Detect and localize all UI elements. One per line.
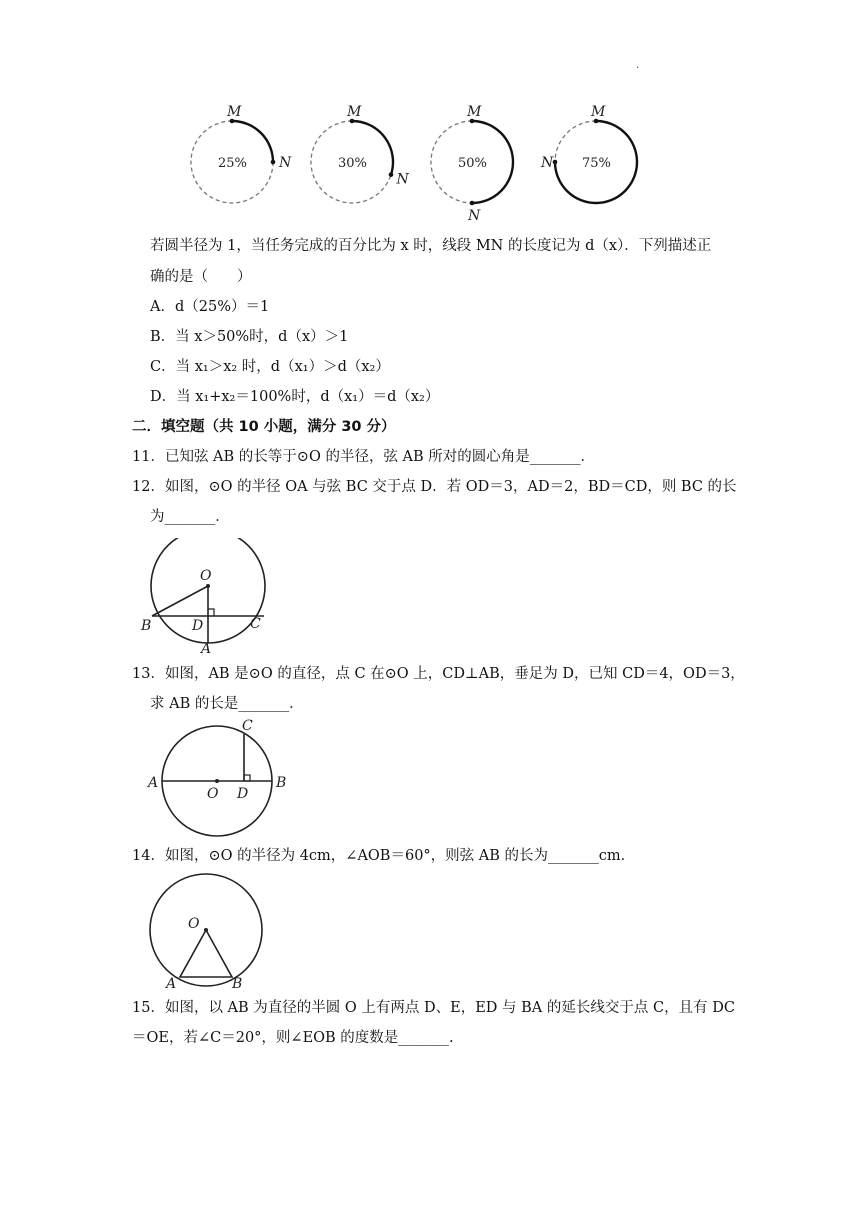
q14-label-o: O [188, 916, 200, 932]
q12-label-o: O [200, 568, 212, 584]
q15-line2: ＝OE，若∠C＝20°，则∠EOB 的度数是_______. [132, 1030, 454, 1046]
q13-label-c: C [242, 718, 253, 734]
point-n [470, 201, 475, 206]
q15-line1: 15．如图，以 AB 为直径的半圆 O 上有两点 D、E，ED 与 BA 的延长线交于点 C，且有 DC [132, 1000, 735, 1016]
section-title: 二．填空题（共 10 小题，满分 30 分） [132, 419, 396, 435]
q12-figure [140, 538, 280, 656]
q10-option-d: D．当 x₁+x₂＝100%时，d（x₁）＝d（x₂） [150, 389, 440, 405]
q13-center-dot [215, 779, 219, 783]
label-n: N [468, 208, 481, 224]
q12-segment-ob [152, 586, 208, 616]
label-m: M [591, 104, 606, 120]
page-mark: . [636, 60, 640, 71]
q13-label-o: O [207, 786, 219, 802]
label-n: N [396, 171, 409, 188]
q13-label-b: B [276, 775, 287, 791]
q14-center-dot [204, 928, 208, 932]
label-m: M [467, 104, 482, 120]
q12-label-c: C [250, 616, 261, 632]
q13-line2: 求 AB 的长是_______． [150, 696, 304, 712]
q13-label-d: D [237, 786, 249, 802]
progress-circle-25 [191, 104, 292, 203]
q10-option-a: A．d（25%）＝1 [150, 299, 270, 315]
percent-label: 30% [338, 156, 367, 171]
q12-label-b: B [141, 618, 152, 634]
q12-line1: 12．如图，⊙O 的半径 OA 与弦 BC 交于点 D．若 OD＝3，AD＝2，BD＝CD，则 BC 的长 [132, 479, 737, 495]
q14-label-b: B [232, 976, 243, 992]
q10-option-b: B．当 x＞50%时，d（x）＞1 [150, 329, 349, 345]
q13-right-angle-mark [244, 775, 250, 781]
q12-label-a: A [201, 641, 212, 656]
q12-label-d: D [192, 618, 204, 634]
q14-label-a: A [166, 976, 177, 992]
percent-label: 50% [458, 156, 487, 171]
progress-circle-75 [540, 104, 637, 203]
q13-line1: 13．如图，AB 是⊙O 的直径，点 C 在⊙O 上，CD⊥AB，垂足为 D，已知 CD＝4，OD＝3， [132, 666, 745, 682]
point-n [389, 172, 394, 177]
label-m: M [227, 104, 242, 120]
q14-figure [140, 872, 280, 992]
q13-label-a: A [148, 775, 159, 791]
point-n [271, 160, 276, 165]
percent-label: 75% [582, 156, 611, 171]
q13-figure [140, 716, 300, 840]
q10-stem-line2: 确的是（ ） [150, 269, 252, 285]
progress-circle-30 [311, 104, 410, 203]
q12-center-dot [206, 584, 210, 588]
q14-triangle-aob [180, 930, 232, 977]
label-n: N [541, 155, 554, 171]
progress-circle-50 [431, 104, 513, 224]
label-m: M [347, 104, 362, 120]
progress-circles-figure [140, 98, 640, 226]
q12-right-angle-mark [208, 609, 214, 616]
q10-option-c: C．当 x₁＞x₂ 时，d（x₁）＞d（x₂） [150, 359, 390, 375]
point-n [553, 160, 558, 165]
q10-stem-line1: 若圆半径为 1，当任务完成的百分比为 x 时，线段 MN 的长度记为 d（x）．下列描述正 [150, 238, 712, 254]
q11-text: 11．已知弦 AB 的长等于⊙O 的半径，弦 AB 所对的圆心角是_______． [132, 449, 596, 465]
label-n: N [279, 155, 292, 171]
q14-line1: 14．如图，⊙O 的半径为 4cm，∠AOB＝60°，则弦 AB 的长为_______cm． [132, 848, 636, 864]
percent-label: 25% [218, 156, 247, 171]
q12-line2: 为_______． [150, 509, 230, 525]
